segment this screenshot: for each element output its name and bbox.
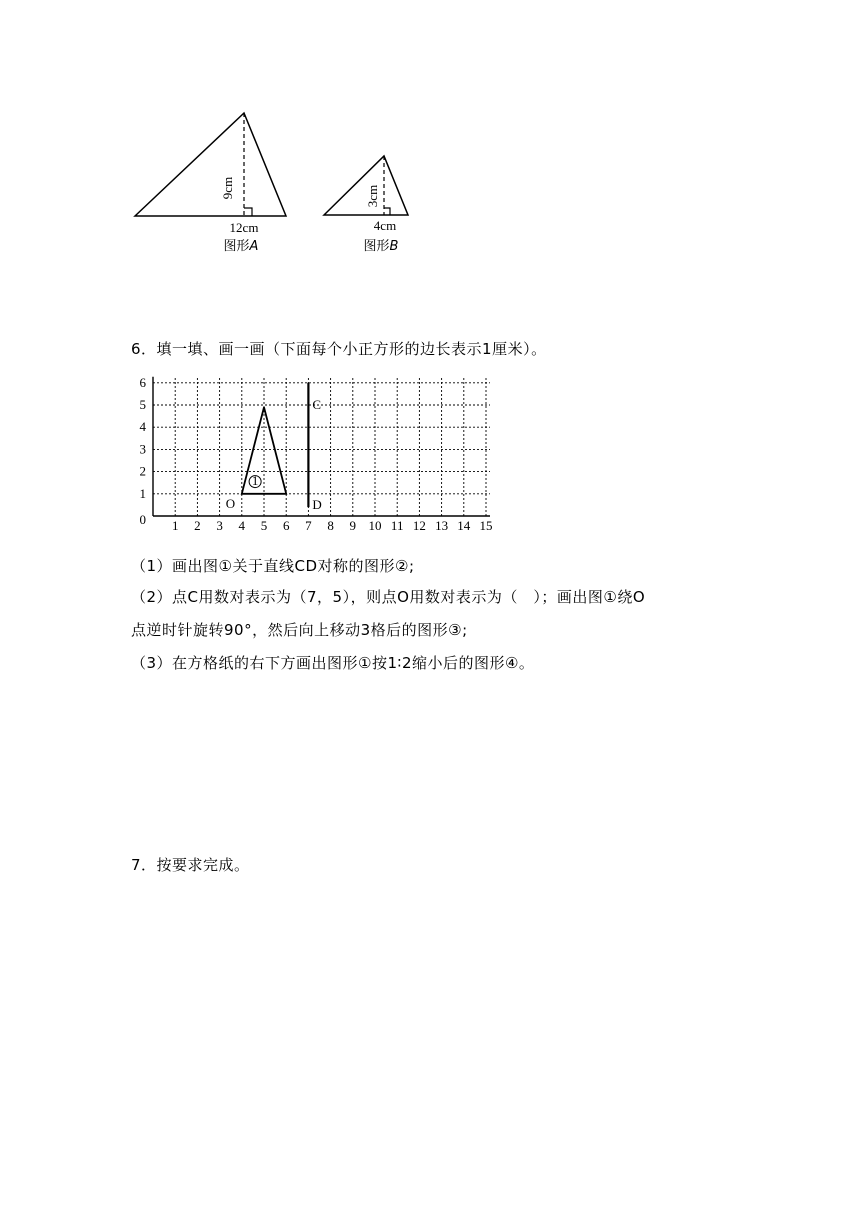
- label-o: O: [225, 495, 236, 511]
- triangle-a-height-label: 9cm: [220, 176, 235, 200]
- triangle-a-caption: 图形A: [223, 239, 259, 254]
- x-tick-label: 12: [412, 518, 426, 533]
- triangle-b-base-label: 4cm: [373, 218, 397, 233]
- triangle-b-right-angle: [384, 208, 390, 215]
- y-tick-label: 2: [139, 463, 146, 479]
- x-tick-label: 8: [327, 518, 334, 533]
- x-tick-label: 9: [349, 518, 357, 533]
- x-tick-label: 4: [238, 518, 246, 533]
- triangle-a: [135, 113, 286, 216]
- label-c: C: [312, 397, 322, 412]
- x-tick-label: 2: [194, 518, 201, 533]
- y-tick-label: 0: [139, 512, 146, 527]
- y-tick-label: 1: [139, 485, 146, 501]
- triangle-b-height-label: 3cm: [365, 184, 380, 208]
- label-d: D: [312, 496, 322, 512]
- x-tick-label: 14: [457, 518, 471, 533]
- x-tick-label: 13: [435, 518, 449, 533]
- x-tick-label: 1: [171, 518, 179, 533]
- y-tick-label: 5: [139, 397, 146, 412]
- coordinate-grid: [130, 370, 510, 535]
- x-tick-label: 11: [390, 518, 404, 533]
- grid-lines: [153, 377, 490, 516]
- triangle-a-base-label: 12cm: [229, 220, 259, 235]
- triangle-b-caption: 图形B: [363, 239, 399, 254]
- y-axis-ticks: [140, 375, 147, 527]
- triangle-a-right-angle: [244, 208, 252, 216]
- x-tick-label: 15: [479, 518, 493, 533]
- shape-1-label: 1: [251, 473, 259, 489]
- question-6-part-2-line-2: 点逆时针旋转90°，然后向上移动3格后的图形③;: [131, 621, 468, 639]
- x-tick-label: 5: [260, 518, 268, 533]
- triangles-figure: [120, 100, 420, 260]
- x-tick-label: 10: [368, 518, 382, 533]
- y-tick-label: 3: [139, 441, 146, 457]
- x-tick-label: 7: [305, 518, 312, 533]
- x-tick-label: 6: [282, 518, 290, 533]
- question-6-title: 6．填一填、画一画（下面每个小正方形的边长表示1厘米）。: [131, 340, 547, 358]
- question-7-title: 7．按要求完成。: [131, 856, 250, 874]
- question-6-part-3: （3）在方格纸的右下方画出图形①按1∶2缩小后的图形④。: [131, 654, 535, 672]
- x-axis-ticks: [172, 518, 493, 533]
- y-tick-label: 4: [139, 419, 146, 435]
- y-tick-label: 6: [139, 374, 146, 390]
- question-6-part-2-line-1: （2）点C用数对表示为（7，5），则点O用数对表示为（ ）；画出图①绕O: [131, 588, 646, 606]
- question-6-part-1: （1）画出图①关于直线CD对称的图形②;: [131, 557, 415, 575]
- x-tick-label: 3: [216, 518, 223, 533]
